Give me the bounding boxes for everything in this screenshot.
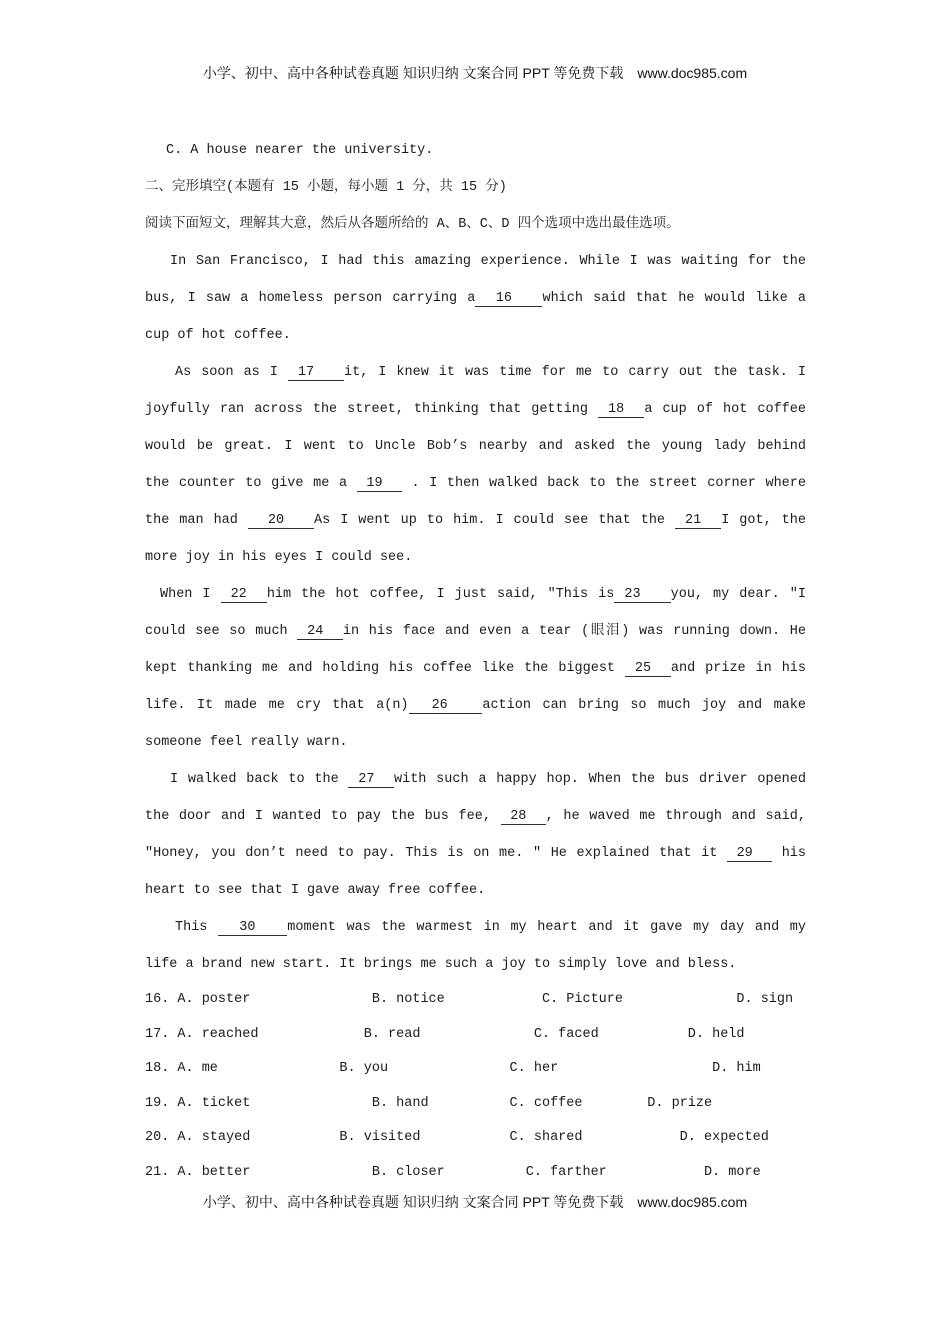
blank-23: 23 [614, 587, 671, 602]
blank-27: 27 [348, 772, 394, 787]
blank-18: 18 [597, 402, 645, 417]
passage-line: the man had 20 As I went up to him. I could see that the 21 I got, the [145, 513, 806, 528]
blank-17: 17 [287, 365, 345, 380]
passage-line: heart to see that I gave away free coffee. [145, 883, 486, 898]
passage-line: This 30 moment was the warmest in my heart and it gave my day and my [175, 920, 806, 935]
passage-line: the door and I wanted to pay the bus fee, 28 , he waved me through and said, [145, 809, 806, 824]
passage-line: "Honey, you don’t need to pay. This is on me. " He explained that it 29 his [145, 846, 806, 861]
footer-site-url: www.doc985.com [637, 1193, 748, 1210]
blank-19: 19 [356, 476, 402, 491]
blank-16: 16 [475, 291, 543, 306]
passage [145, 132, 806, 983]
passage-line: would be great. I went to Uncle Bob’s nearby and asked the young lady behind [145, 439, 806, 454]
passage-line: life a brand new start. It brings me such a joy to simply love and bless. [145, 957, 737, 972]
passage-line: kept thanking me and holding his coffee like the biggest 25 and prize in his [145, 661, 806, 676]
passage-line: cup of hot coffee. [145, 328, 291, 343]
blank-21: 21 [675, 513, 722, 528]
option-row-19: 19. A. ticket B. hand C. coffee D. prize [145, 1095, 713, 1111]
footer-watermark-text: 小学、初中、高中各种试卷真题 知识归纳 文案合同 PPT 等免费下载 [202, 1193, 624, 1210]
option-row-17: 17. A. reached B. read C. faced D. held [145, 1026, 745, 1042]
blank-28: 28 [500, 809, 546, 824]
option-row-20: 20. A. stayed B. visited C. shared D. expected [145, 1130, 769, 1146]
header-watermark-text: 小学、初中、高中各种试卷真题 知识归纳 文案合同 PPT 等免费下载 [202, 65, 624, 81]
page-footer-watermark [0, 1193, 950, 1211]
passage-line: When I 22 him the hot coffee, I just said, "This is 23 you, my dear. "I [160, 587, 806, 602]
blank-30: 30 [218, 920, 288, 935]
blank-29: 29 [726, 846, 773, 861]
blank-26: 26 [408, 698, 483, 713]
blank-20: 20 [247, 513, 315, 528]
passage-line: the counter to give me a 19 . I then walked back to the street corner where [145, 476, 806, 491]
passage-line: As soon as I 17 it, I knew it was time for me to carry out the task. I [175, 365, 806, 380]
passage-line: life. It made me cry that a(n) 26 action can bring so much joy and make [145, 698, 806, 713]
passage-line: bus, I saw a homeless person carrying a 16 which said that he would like a [145, 291, 806, 306]
exam-body [145, 132, 806, 1191]
passage-line: joyfully ran across the street, thinking that getting 18 a cup of hot coffee [145, 402, 806, 417]
section-heading: 二、完形填空(本题有 15 小题，每小题 1 分，共 15 分) [145, 180, 507, 195]
blank-25: 25 [624, 661, 671, 676]
passage-line: I walked back to the 27 with such a happy hop. When the bus driver opened [170, 772, 806, 787]
page-header-watermark [0, 0, 950, 82]
blank-24: 24 [297, 624, 343, 639]
passage-line: someone feel really warn. [145, 735, 348, 750]
blank-22: 22 [220, 587, 267, 602]
option-row-16: 16. A. poster B. notice C. Picture D. sign [145, 992, 794, 1007]
option-row-18: 18. A. me B. you C. her D. him [145, 1061, 761, 1077]
passage-line: In San Francisco, I had this amazing experience. While I was waiting for the [170, 254, 806, 269]
prev-question-option-c: C. A house nearer the university. [166, 143, 434, 158]
option-row-21: 21. A. better B. closer C. farther D. more [145, 1164, 761, 1180]
passage-line: could see so much 24 in his face and even a tear (眼泪) was running down. He [145, 624, 806, 639]
options-block [145, 983, 806, 1191]
section-instructions: 阅读下面短文，理解其大意，然后从各题所给的 A、B、C、D 四个选项中选出最佳选项。 [145, 217, 680, 232]
header-site-url: www.doc985.com [637, 65, 748, 81]
passage-line: more joy in his eyes I could see. [145, 550, 413, 565]
